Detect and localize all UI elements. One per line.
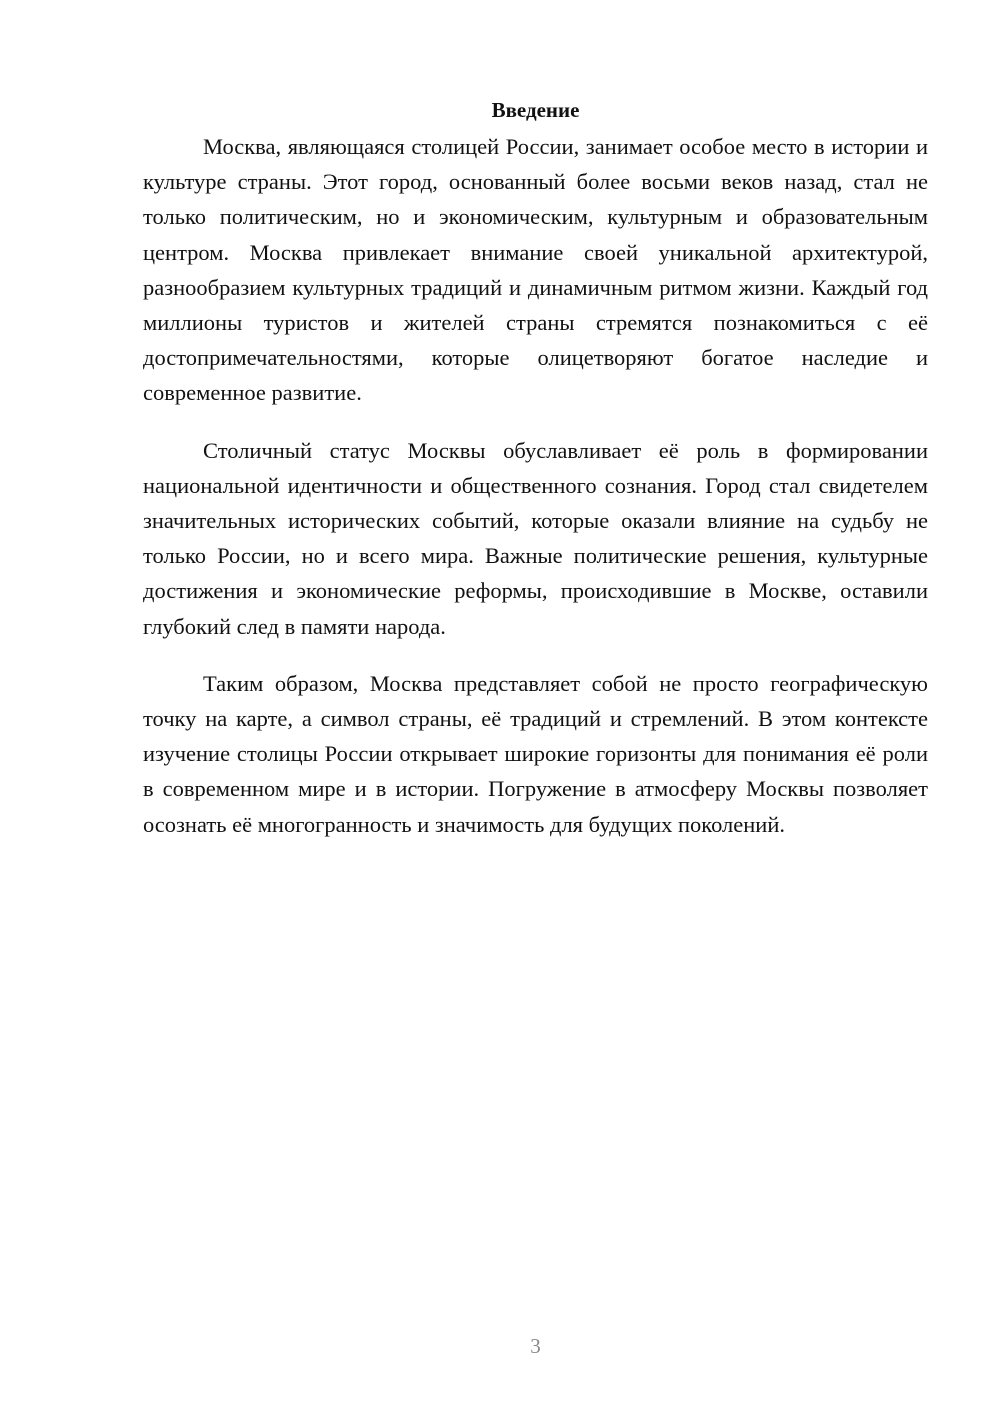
paragraph-3: Таким образом, Москва представляет собой не просто географическую точку на карте, а символ страны, её традиций и стремлений. В этом контексте изучение столицы России открывает широкие горизонты для понимания её роли в современном мире и в истории. Погружение в атмосферу Москвы позволяет осознать её многогранность и значимость для будущих поколений. xyxy=(143,670,928,837)
page-content xyxy=(143,95,928,864)
page-number: 3 xyxy=(530,1334,541,1358)
paragraph-1: Москва, являющаяся столицей России, занимает особое место в истории и культуре страны. Этот город, основанный более восьми веков назад, стал не только политическим, но и экономическим, культурным и образовательным центром. Москва привлекает внимание своей уникальной архитектурой, разнообразием культурных традиций и динамичным ритмом жизни. Каждый год миллионы туристов и жителей страны стремятся познакомиться с её достопримечательностями, которые олицетворяют богатое наследие и современное развитие. xyxy=(143,134,928,406)
paragraph-2: Столичный статус Москвы обуславливает её роль в формировании национальной идентичности и общественного сознания. Город стал свидетелем значительных исторических событий, которые оказали влияние на судьбу не только России, но и всего мира. Важные политические решения, культурные достижения и экономические реформы, происходившие в Москве, оставили глубокий след в памяти народа. xyxy=(143,437,928,639)
section-heading: Введение xyxy=(491,98,580,122)
